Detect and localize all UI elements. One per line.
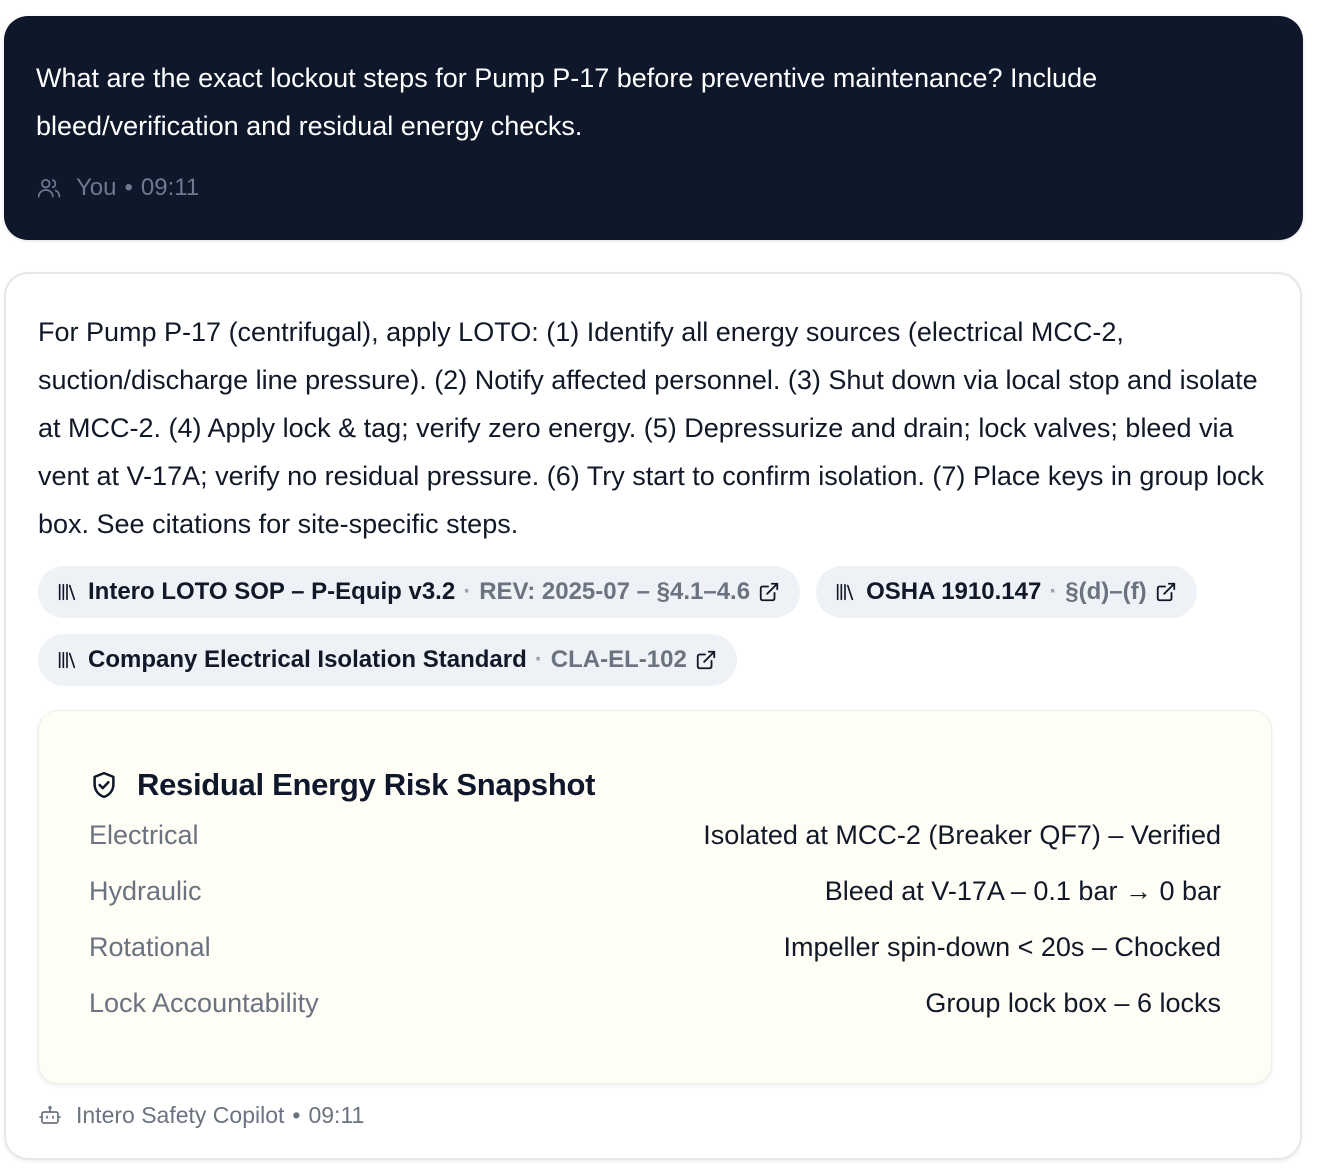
assistant-message-text: For Pump P-17 (centrifugal), apply LOTO: (1) Identify all energy sources (electrical MCC-2, suction/discharge line pressure). (2) Notify affected personnel. (3) Shut down via local stop and isolate at MCC-2. (4) Apply lock & tag; verify zero energy. (5) Depressurize and drain; lock valves; bleed via vent at V-17A; verify no residual pressure. (6) Try start to confirm isolation. (7) Place keys in group lock box. See citations for site-specific steps.	[38, 317, 1265, 539]
user-author: You	[76, 174, 117, 201]
assistant-message-bubble	[4, 272, 1302, 1160]
external-link-icon[interactable]	[758, 581, 780, 603]
user-meta-separator: •	[124, 174, 133, 201]
citation-title: Intero LOTO SOP – P-Equip v3.2	[88, 578, 456, 605]
risk-snapshot-card	[38, 710, 1272, 1084]
risk-snapshot-header	[89, 765, 1221, 805]
risk-value: Group lock box – 6 locks	[925, 987, 1221, 1018]
citation-separator: ·	[534, 646, 543, 673]
citation-separator: ·	[463, 578, 472, 605]
citation-list	[38, 566, 1278, 686]
citation-chip-electrical-standard[interactable]	[38, 634, 737, 686]
library-icon	[56, 649, 78, 671]
risk-snapshot-title: Residual Energy Risk Snapshot	[137, 767, 596, 802]
risk-row-lock-accountability	[89, 975, 1221, 1031]
citation-detail: §(d)–(f)	[1065, 578, 1147, 605]
bot-icon	[38, 1104, 62, 1128]
assistant-author: Intero Safety Copilot	[76, 1102, 285, 1128]
assistant-meta-separator: •	[292, 1102, 301, 1128]
risk-label: Lock Accountability	[89, 987, 319, 1018]
risk-row-electrical	[89, 807, 1221, 863]
user-message-text: What are the exact lockout steps for Pump P-17 before preventive maintenance? Include bleed/verification and residual energy checks.	[36, 63, 1098, 141]
library-icon	[56, 581, 78, 603]
shield-check-icon	[89, 770, 119, 800]
external-link-icon[interactable]	[1155, 581, 1177, 603]
risk-snapshot-rows	[89, 807, 1221, 1031]
citation-chip-osha[interactable]	[816, 566, 1197, 618]
library-icon	[834, 581, 856, 603]
risk-label: Rotational	[89, 931, 211, 962]
risk-label: Electrical	[89, 819, 199, 850]
user-timestamp: 09:11	[140, 174, 200, 201]
assistant-timestamp: 09:11	[308, 1102, 365, 1128]
user-message-bubble	[4, 16, 1303, 240]
citation-detail: CLA-EL-102	[550, 646, 687, 673]
assistant-message-meta	[38, 1102, 1268, 1129]
risk-value: Impeller spin-down < 20s – Chocked	[783, 931, 1221, 962]
citation-title: OSHA 1910.147	[866, 578, 1042, 605]
risk-value: Bleed at V-17A – 0.1 bar → 0 bar	[824, 875, 1221, 906]
risk-row-rotational	[89, 919, 1221, 975]
citation-detail: REV: 2025-07 – §4.1–4.6	[479, 578, 751, 605]
risk-label: Hydraulic	[89, 875, 202, 906]
citation-separator: ·	[1049, 578, 1058, 605]
users-icon	[36, 175, 62, 201]
user-message-meta	[36, 174, 1271, 202]
risk-value: Isolated at MCC-2 (Breaker QF7) – Verified	[703, 819, 1221, 850]
risk-row-hydraulic	[89, 863, 1221, 919]
citation-title: Company Electrical Isolation Standard	[88, 646, 527, 673]
external-link-icon[interactable]	[695, 649, 717, 671]
citation-chip-loto-sop[interactable]	[38, 566, 800, 618]
